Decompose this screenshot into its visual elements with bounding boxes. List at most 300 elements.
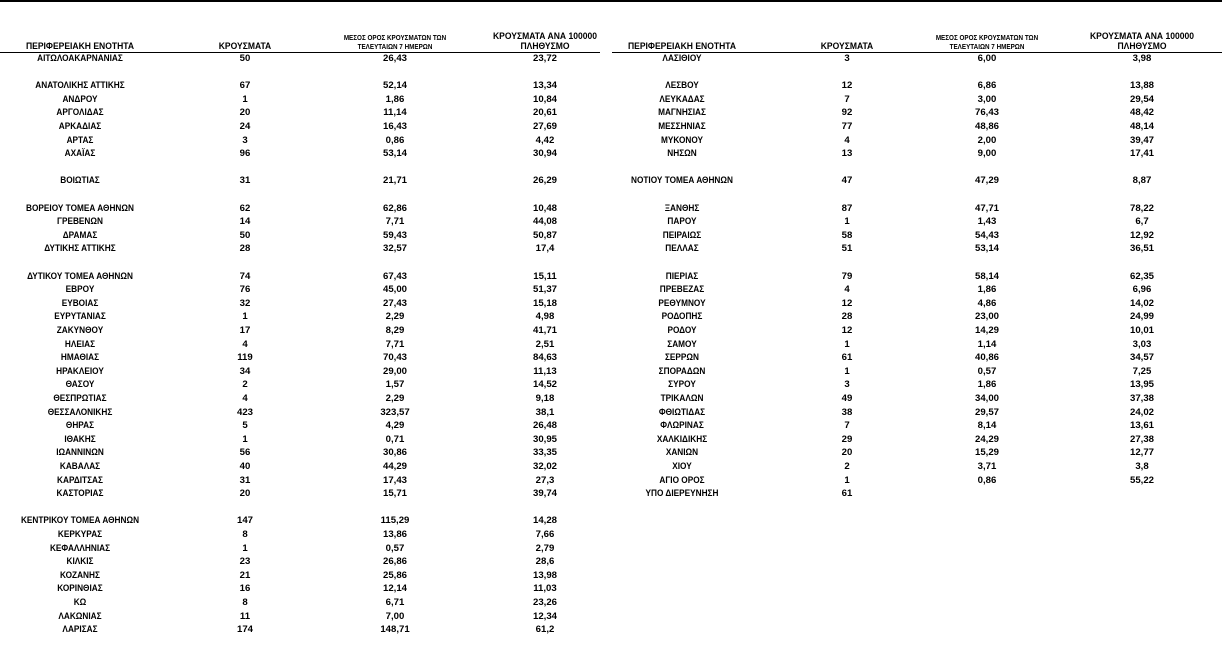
cell-per100k: 23,72 <box>532 53 557 64</box>
cell-per100k: 50,87 <box>532 229 557 241</box>
table-row <box>612 52 1222 66</box>
cell-per100k: 38,1 <box>535 406 555 418</box>
cell-per100k: 7,25 <box>1132 365 1152 377</box>
cell-name: ΜΥΚΟΝΟΥ <box>660 134 704 146</box>
cell-per100k: 13,61 <box>1129 420 1154 432</box>
table-row <box>612 297 1222 311</box>
cell-avg7: 7,71 <box>385 338 405 350</box>
header-cases-label: ΚΡΟΥΣΜΑΤΑ <box>218 41 272 52</box>
table-row <box>0 446 610 460</box>
cell-per100k: 27,69 <box>532 121 557 132</box>
cell-per100k: 44,08 <box>532 216 557 228</box>
cell-per100k: 12,77 <box>1129 447 1154 459</box>
table-row <box>612 338 1222 352</box>
cell-cases: 11 <box>239 610 251 622</box>
cell-avg7: 70,43 <box>382 352 407 364</box>
cell-cases: 12 <box>841 297 853 309</box>
cell-name: ΙΩΑΝΝΙΝΩΝ <box>56 447 104 459</box>
cell-name: ΜΑΓΝΗΣΙΑΣ <box>658 107 706 119</box>
cell-name: ΗΜΑΘΙΑΣ <box>60 352 100 364</box>
table-row <box>612 174 1222 188</box>
cell-per100k: 13,95 <box>1129 379 1154 391</box>
header-region-label: ΠΕΡΙΦΕΡΕΙΑΚΗ ΕΝΟΤΗΤΑ <box>25 41 135 52</box>
cell-per100k: 84,63 <box>532 352 557 364</box>
table-row <box>0 161 610 175</box>
cell-cases: 34 <box>239 365 251 377</box>
table-row <box>0 351 610 365</box>
cell-per100k: 24,99 <box>1129 311 1154 323</box>
cell-per100k: 26,29 <box>532 175 557 187</box>
cell-cases: 50 <box>239 229 251 241</box>
cell-avg7: 15,29 <box>974 447 999 459</box>
cell-name: ΚΑΣΤΟΡΙΑΣ <box>56 488 104 500</box>
cell-cases: 3 <box>844 53 850 64</box>
cell-avg7: 15,71 <box>382 488 407 500</box>
cell-per100k: 3,98 <box>1132 53 1152 64</box>
cell-name: ΜΕΣΣΗΝΙΑΣ <box>658 121 706 132</box>
header-region-label: ΠΕΡΙΦΕΡΕΙΑΚΗ ΕΝΟΤΗΤΑ <box>627 41 737 52</box>
cell-cases: 31 <box>239 474 251 486</box>
cell-per100k: 10,48 <box>532 202 557 214</box>
header-region <box>619 42 745 52</box>
table-row <box>612 474 1222 488</box>
cell-per100k: 7,66 <box>535 529 555 540</box>
cell-name: ΝΗΣΩΝ <box>667 148 697 160</box>
header-cases-label: ΚΡΟΥΣΜΑΤΑ <box>820 41 874 52</box>
cell-avg7: 25,86 <box>382 569 407 581</box>
cell-name: ΣΠΟΡΑΔΩΝ <box>658 365 706 377</box>
cell-cases: 7 <box>844 93 850 105</box>
table-row <box>612 93 1222 107</box>
cell-name: ΔΥΤΙΚΗΣ ΑΤΤΙΚΗΣ <box>44 243 116 255</box>
left-table-header <box>0 0 600 52</box>
cell-cases: 1 <box>242 542 248 554</box>
cell-cases: 174 <box>236 624 253 636</box>
cell-per100k: 24,02 <box>1129 406 1154 418</box>
table-row <box>612 433 1222 447</box>
cell-avg7: 58,14 <box>974 270 999 282</box>
cell-name: ΘΗΡΑΣ <box>65 420 95 432</box>
cell-cases: 3 <box>844 379 850 391</box>
cell-cases: 50 <box>239 53 251 64</box>
cell-cases: 38 <box>841 406 853 418</box>
cell-name: ΥΠΟ ΔΙΕΡΕΥΝΗΣΗ <box>645 488 719 500</box>
cell-per100k: 34,57 <box>1129 352 1154 364</box>
cell-name: ΞΑΝΘΗΣ <box>664 202 700 214</box>
cell-avg7: 3,00 <box>977 93 997 105</box>
table-row <box>0 283 610 297</box>
cell-per100k: 2,79 <box>535 542 555 554</box>
cell-per100k: 13,88 <box>1129 80 1154 92</box>
header-region <box>8 42 152 52</box>
cell-name: ΑΡΚΑΔΙΑΣ <box>58 121 102 132</box>
table-row <box>0 215 610 229</box>
cell-name: ΠΑΡΟΥ <box>667 216 697 228</box>
cell-name: ΚΟΡΙΝΘΙΑΣ <box>57 583 103 595</box>
header-per100k-line2: ΠΛΗΘΥΣΜΟ <box>520 41 570 52</box>
table-row <box>0 514 610 528</box>
cell-cases: 77 <box>841 121 853 132</box>
cell-cases: 1 <box>844 365 850 377</box>
cell-per100k: 28,6 <box>535 556 555 568</box>
cell-per100k: 6,96 <box>1132 284 1152 296</box>
cell-avg7: 45,00 <box>382 284 407 296</box>
table-row <box>0 582 610 596</box>
cell-name: ΔΡΑΜΑΣ <box>62 229 98 241</box>
cell-per100k: 17,41 <box>1129 148 1154 160</box>
cell-avg7: 62,86 <box>382 202 407 214</box>
cell-cases: 8 <box>242 597 248 608</box>
header-cases <box>798 42 897 52</box>
table-row <box>0 229 610 243</box>
cell-per100k: 9,18 <box>535 393 555 404</box>
cell-avg7: 12,14 <box>382 583 407 595</box>
cell-per100k: 37,38 <box>1129 393 1154 404</box>
cell-cases: 61 <box>841 488 853 500</box>
cell-per100k: 10,84 <box>532 93 557 105</box>
cell-cases: 12 <box>841 80 853 92</box>
table-row <box>612 392 1222 406</box>
cell-name: ΦΛΩΡΙΝΑΣ <box>660 420 704 432</box>
cell-cases: 4 <box>844 284 850 296</box>
cell-cases: 56 <box>239 447 251 459</box>
cell-name: ΣΥΡΟΥ <box>668 379 696 391</box>
cell-name: ΕΥΒΟΙΑΣ <box>61 297 99 309</box>
cell-avg7: 48,86 <box>974 121 999 132</box>
cell-name: ΧΑΛΚΙΔΙΚΗΣ <box>656 433 708 445</box>
cell-cases: 32 <box>239 297 251 309</box>
right-table-header <box>612 0 1222 52</box>
cell-cases: 14 <box>239 216 251 228</box>
header-cases <box>187 42 304 52</box>
cell-per100k: 32,02 <box>532 461 557 472</box>
cell-name: ΑΧΑΪΑΣ <box>64 148 96 160</box>
cell-name: ΘΑΣΟΥ <box>65 379 95 391</box>
cell-per100k: 62,35 <box>1129 270 1154 282</box>
cell-per100k: 14,02 <box>1129 297 1154 309</box>
cell-avg7: 0,71 <box>385 433 405 445</box>
table-row <box>0 460 610 474</box>
cell-name: ΠΙΕΡΙΑΣ <box>665 270 699 282</box>
cell-per100k: 39,74 <box>532 488 557 500</box>
header-per100k <box>478 32 613 52</box>
table-row <box>612 215 1222 229</box>
cell-avg7: 29,57 <box>974 406 999 418</box>
cell-cases: 21 <box>239 569 251 581</box>
cell-cases: 119 <box>237 352 253 364</box>
cell-cases: 51 <box>841 243 853 255</box>
cell-avg7: 54,43 <box>974 229 999 241</box>
header-per100k <box>1075 32 1210 52</box>
cell-cases: 28 <box>239 243 251 255</box>
cell-name: ΚΟΖΑΝΗΣ <box>60 569 100 581</box>
table-row <box>612 256 1222 270</box>
cell-avg7: 32,57 <box>382 243 407 255</box>
cell-name: ΑΝΑΤΟΛΙΚΗΣ ΑΤΤΙΚΗΣ <box>35 80 125 92</box>
cell-per100k: 39,47 <box>1129 134 1154 146</box>
table-row <box>612 283 1222 297</box>
table-row <box>612 460 1222 474</box>
cell-per100k: 14,52 <box>532 379 557 391</box>
cell-avg7: 1,86 <box>977 284 997 296</box>
cell-per100k: 48,42 <box>1129 107 1154 119</box>
cell-name: ΑΙΤΩΛΟΑΚΑΡΝΑΝΙΑΣ <box>37 53 123 64</box>
cell-avg7: 1,86 <box>385 93 405 105</box>
header-avg7-line1: ΜΕΣΟΣ ΟΡΟΣ ΚΡΟΥΣΜΑΤΩΝ ΤΩΝ <box>935 35 1039 42</box>
cell-name: ΚΑΒΑΛΑΣ <box>59 461 101 472</box>
cell-avg7: 52,14 <box>382 80 407 92</box>
cell-per100k: 2,51 <box>535 338 555 350</box>
table-row <box>612 120 1222 134</box>
cell-per100k: 12,92 <box>1129 229 1154 241</box>
table-row <box>0 433 610 447</box>
table-row <box>612 446 1222 460</box>
cell-cases: 7 <box>844 420 850 432</box>
cell-cases: 4 <box>844 134 850 146</box>
cell-per100k: 41,71 <box>532 325 557 336</box>
table-row <box>0 297 610 311</box>
cell-cases: 23 <box>239 556 251 568</box>
cell-name: ΤΡΙΚΑΛΩΝ <box>660 393 704 404</box>
cell-cases: 40 <box>239 461 251 472</box>
cell-avg7: 67,43 <box>382 270 407 282</box>
table-row <box>612 242 1222 256</box>
cell-name: ΧΙΟΥ <box>672 461 692 472</box>
table-row <box>0 623 610 637</box>
cell-name: ΚΑΡΔΙΤΣΑΣ <box>57 474 103 486</box>
cell-per100k: 26,48 <box>532 420 557 432</box>
cell-avg7: 13,86 <box>382 529 407 540</box>
cell-name: ΗΛΕΙΑΣ <box>64 338 96 350</box>
cell-name: ΔΥΤΙΚΟΥ ΤΟΜΕΑ ΑΘΗΝΩΝ <box>27 270 133 282</box>
cell-cases: 58 <box>841 229 853 241</box>
cell-avg7: 6,00 <box>977 53 997 64</box>
cell-per100k: 3,8 <box>1135 461 1149 472</box>
table-row <box>612 351 1222 365</box>
table-row <box>612 406 1222 420</box>
cell-name: ΙΘΑΚΗΣ <box>64 433 96 445</box>
cell-per100k: 27,3 <box>535 474 555 486</box>
cell-cases: 12 <box>841 325 853 336</box>
cell-cases: 31 <box>239 175 251 187</box>
cell-cases: 13 <box>841 148 853 160</box>
cell-cases: 1 <box>242 93 248 105</box>
table-row <box>0 256 610 270</box>
cell-per100k: 55,22 <box>1129 474 1154 486</box>
cell-per100k: 12,34 <box>532 610 557 622</box>
cell-name: ΡΟΔΟΥ <box>667 325 697 336</box>
cell-per100k: 15,11 <box>533 270 557 282</box>
cell-avg7: 8,14 <box>977 420 997 432</box>
table-row <box>0 610 610 624</box>
cell-name: ΚΕΦΑΛΛΗΝΙΑΣ <box>49 542 111 554</box>
cell-per100k: 17,4 <box>535 243 555 255</box>
cell-avg7: 0,57 <box>977 365 997 377</box>
cell-cases: 1 <box>844 216 850 228</box>
cell-avg7: 16,43 <box>382 121 407 132</box>
cell-avg7: 8,29 <box>385 325 405 336</box>
cell-name: ΛΑΣΙΘΙΟΥ <box>662 53 702 64</box>
cell-per100k: 51,37 <box>532 284 557 296</box>
cell-avg7: 1,57 <box>385 379 405 391</box>
cell-cases: 423 <box>236 406 253 418</box>
cell-cases: 8 <box>242 529 248 540</box>
cell-cases: 92 <box>841 107 853 119</box>
cell-name: ΑΝΔΡΟΥ <box>62 93 98 105</box>
cell-name: ΘΕΣΣΑΛΟΝΙΚΗΣ <box>47 406 113 418</box>
cell-cases: 16 <box>239 583 251 595</box>
cell-avg7: 4,29 <box>385 420 405 432</box>
cell-per100k: 78,22 <box>1129 202 1154 214</box>
table-row <box>0 147 610 161</box>
cell-avg7: 9,00 <box>977 148 997 160</box>
table-row <box>612 229 1222 243</box>
cell-name: ΛΑΡΙΣΑΣ <box>62 624 98 636</box>
header-avg7-line2: ΤΕΛΕΥΤΑΙΩΝ 7 ΗΜΕΡΩΝ <box>949 44 1025 51</box>
cell-per100k: 27,38 <box>1129 433 1154 445</box>
table-row <box>0 188 610 202</box>
cell-avg7: 40,86 <box>974 352 999 364</box>
cell-name: ΠΡΕΒΕΖΑΣ <box>659 284 705 296</box>
cell-name: ΚΕΡΚΥΡΑΣ <box>57 529 103 540</box>
cell-per100k: 11,03 <box>533 583 557 595</box>
cell-name: ΑΓΙΟ ΟΡΟΣ <box>659 474 705 486</box>
cell-per100k: 8,87 <box>1132 175 1152 187</box>
table-row <box>612 134 1222 148</box>
header-avg7 <box>319 34 472 52</box>
table-row <box>0 555 610 569</box>
cell-name: ΓΡΕΒΕΝΩΝ <box>57 216 103 228</box>
table-row <box>0 365 610 379</box>
cell-avg7: 34,00 <box>974 393 999 404</box>
cell-per100k: 14,28 <box>532 515 557 527</box>
cell-avg7: 1,14 <box>977 338 997 350</box>
table-row <box>0 542 610 556</box>
cell-name: ΠΕΙΡΑΙΩΣ <box>662 229 702 241</box>
cell-avg7: 2,29 <box>385 393 405 404</box>
cell-avg7: 7,00 <box>385 610 405 622</box>
header-avg7-line2: ΤΕΛΕΥΤΑΙΩΝ 7 ΗΜΕΡΩΝ <box>357 44 433 51</box>
table-row <box>0 474 610 488</box>
cell-per100k: 13,34 <box>532 80 557 92</box>
cell-per100k: 33,35 <box>532 447 557 459</box>
table-row <box>612 79 1222 93</box>
cell-cases: 24 <box>239 121 251 132</box>
table-row <box>612 487 1222 501</box>
cell-name: ΘΕΣΠΡΩΤΙΑΣ <box>53 393 107 404</box>
cell-cases: 1 <box>242 433 248 445</box>
cell-cases: 1 <box>844 474 850 486</box>
cell-name: ΝΟΤΙΟΥ ΤΟΜΕΑ ΑΘΗΝΩΝ <box>631 175 733 187</box>
cell-avg7: 27,43 <box>382 297 407 309</box>
cell-per100k: 13,98 <box>532 569 557 581</box>
cell-cases: 20 <box>239 488 251 500</box>
cell-cases: 4 <box>242 338 248 350</box>
cell-name: ΣΑΜΟΥ <box>667 338 697 350</box>
cell-name: ΑΡΓΟΛΙΔΑΣ <box>56 107 104 119</box>
cell-avg7: 2,00 <box>977 134 997 146</box>
cell-per100k: 36,51 <box>1129 243 1154 255</box>
cell-cases: 87 <box>841 202 853 214</box>
cell-avg7: 23,00 <box>974 311 999 323</box>
header-per100k-line2: ΠΛΗΘΥΣΜΟ <box>1117 41 1167 52</box>
table-row <box>0 120 610 134</box>
table-row <box>612 66 1222 80</box>
cell-name: ΡΕΘΥΜΝΟΥ <box>658 297 706 309</box>
cell-per100k: 30,94 <box>532 148 557 160</box>
cell-avg7: 44,29 <box>382 461 407 472</box>
cell-per100k: 10,01 <box>1129 325 1154 336</box>
cell-cases: 147 <box>236 515 253 527</box>
cell-avg7: 30,86 <box>382 447 407 459</box>
cell-cases: 20 <box>239 107 251 119</box>
cell-name: ΒΟΡΕΙΟΥ ΤΟΜΕΑ ΑΘΗΝΩΝ <box>26 202 134 214</box>
cell-name: ΗΡΑΚΛΕΙΟΥ <box>56 365 104 377</box>
cell-name: ΠΕΛΛΑΣ <box>665 243 699 255</box>
cell-cases: 17 <box>239 325 251 336</box>
cell-cases: 4 <box>242 393 248 404</box>
cell-avg7: 323,57 <box>380 406 410 418</box>
table-row <box>612 161 1222 175</box>
table-row <box>612 419 1222 433</box>
cell-per100k: 30,95 <box>532 433 557 445</box>
cell-avg7: 29,00 <box>382 365 407 377</box>
table-row <box>0 528 610 542</box>
cell-cases: 2 <box>844 461 850 472</box>
table-row <box>0 270 610 284</box>
cell-avg7: 1,43 <box>977 216 997 228</box>
cell-cases: 2 <box>242 379 248 391</box>
cell-avg7: 53,14 <box>382 148 407 160</box>
cell-avg7: 47,71 <box>974 202 999 214</box>
table-row <box>0 392 610 406</box>
cell-cases: 5 <box>242 420 248 432</box>
cell-avg7: 76,43 <box>974 107 999 119</box>
cell-per100k: 4,98 <box>535 311 555 323</box>
cell-name: ΕΥΡΥΤΑΝΙΑΣ <box>54 311 106 323</box>
cell-avg7: 7,71 <box>385 216 405 228</box>
table-row <box>612 147 1222 161</box>
cell-avg7: 14,29 <box>974 325 999 336</box>
header-avg7 <box>911 34 1064 52</box>
table-row <box>0 338 610 352</box>
cell-avg7: 21,71 <box>382 175 407 187</box>
cell-per100k: 23,26 <box>532 597 557 608</box>
table-row <box>0 596 610 610</box>
cell-avg7: 59,43 <box>382 229 407 241</box>
table-row <box>612 202 1222 216</box>
cell-avg7: 17,43 <box>382 474 407 486</box>
cell-cases: 61 <box>841 352 853 364</box>
table-row <box>0 487 610 501</box>
cell-cases: 49 <box>841 393 853 404</box>
header-per100k-line1: ΚΡΟΥΣΜΑΤΑ ΑΝΑ 100000 <box>493 31 597 42</box>
cell-cases: 47 <box>841 175 853 187</box>
cell-per100k: 15,18 <box>532 297 557 309</box>
table-row <box>0 501 610 515</box>
cell-cases: 29 <box>841 433 853 445</box>
cell-cases: 96 <box>239 148 251 160</box>
header-per100k-line1: ΚΡΟΥΣΜΑΤΑ ΑΝΑ 100000 <box>1090 31 1194 42</box>
cell-avg7: 26,43 <box>382 53 407 64</box>
cell-cases: 79 <box>841 270 853 282</box>
cell-name: ΚΕΝΤΡΙΚΟΥ ΤΟΜΕΑ ΑΘΗΝΩΝ <box>20 515 140 527</box>
cell-avg7: 6,71 <box>385 597 405 608</box>
cell-avg7: 2,29 <box>385 311 405 323</box>
cell-cases: 3 <box>242 134 248 146</box>
cell-per100k: 6,7 <box>1135 216 1149 228</box>
cell-name: ΚΩ <box>73 597 87 608</box>
